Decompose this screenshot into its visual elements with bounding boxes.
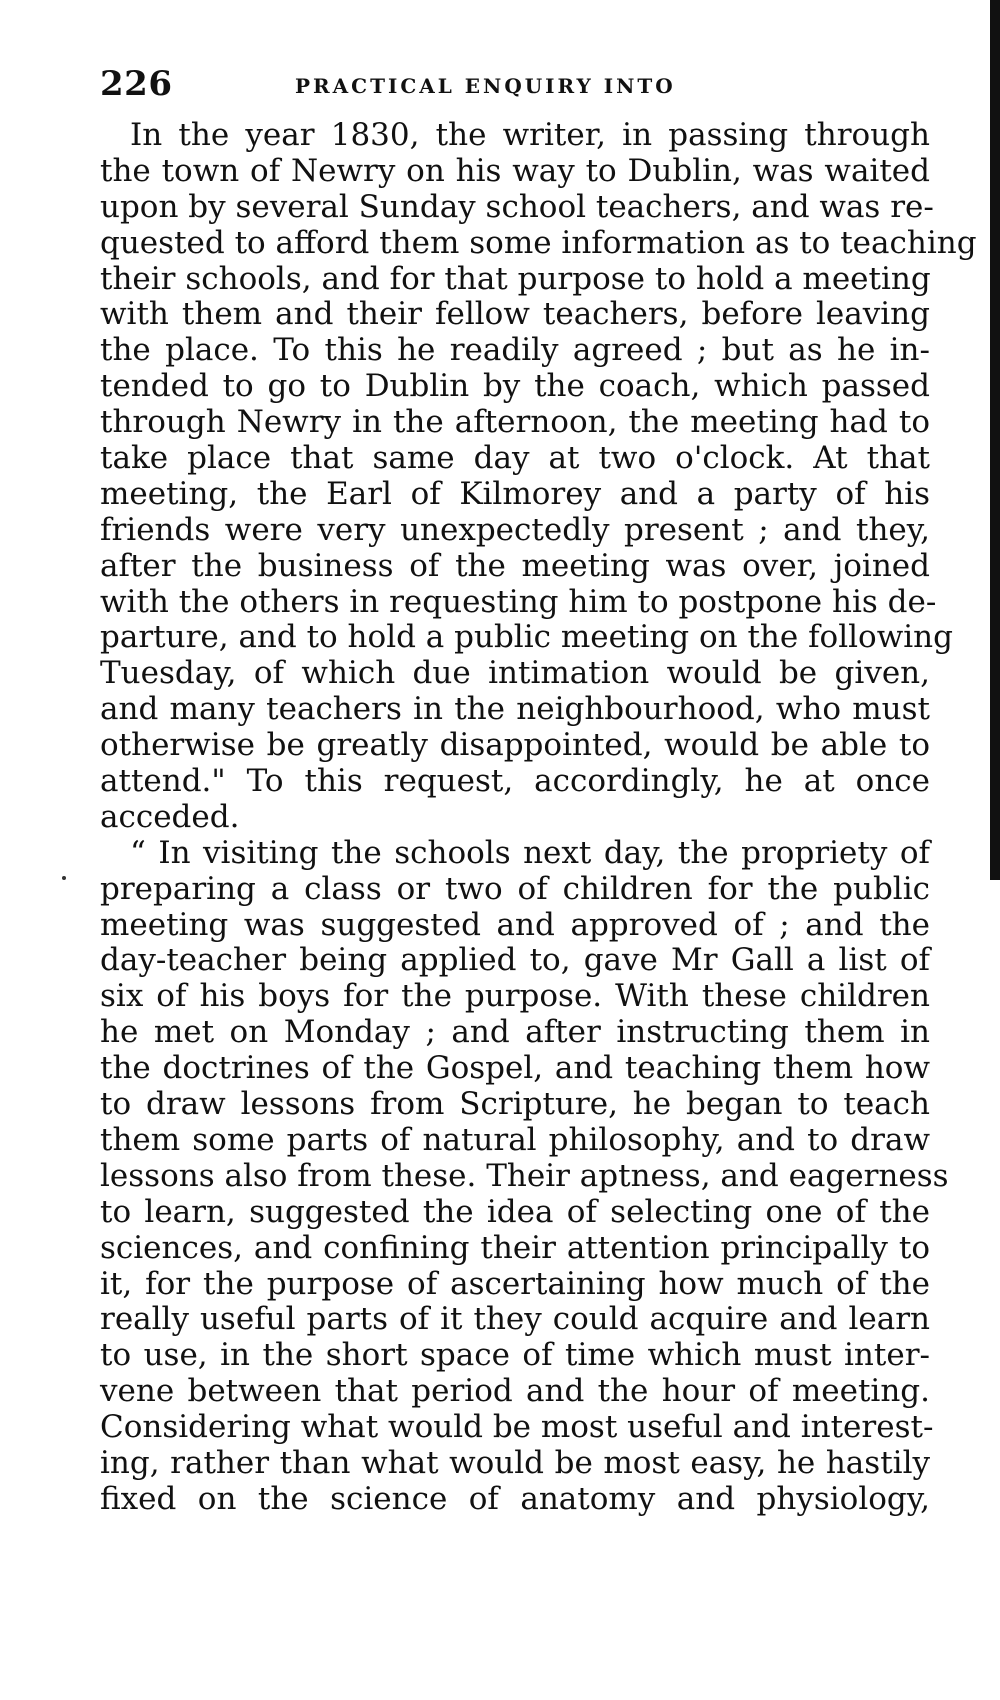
text-line: sciences, and confining their attention principally to (100, 1229, 930, 1266)
text-line: take place that same day at two o'clock. At that (100, 440, 930, 477)
text-line: vene between that period and the hour of meeting. (100, 1373, 930, 1410)
page-edge-shadow (990, 0, 1000, 880)
text-line: it, for the purpose of ascertaining how much of the (100, 1265, 930, 1302)
text-line: six of his boys for the purpose. With these children (100, 978, 930, 1015)
text-line: the place. To this he readily agreed ; but as he in- (100, 332, 930, 369)
text-line: the town of Newry on his way to Dublin, was waited (100, 152, 930, 189)
text-line: lessons also from these. Their aptness, and eagerness (100, 1157, 949, 1194)
text-line: Considering what would be most useful and interest- (100, 1409, 934, 1446)
text-line: fixed on the science of anatomy and physiology, (100, 1480, 930, 1517)
text-line: to use, in the short space of time which must inter- (100, 1337, 930, 1374)
text-line: he met on Monday ; and after instructing them in (100, 1014, 930, 1051)
body-text (100, 117, 977, 1518)
text-line: with them and their fellow teachers, before leaving (100, 296, 930, 333)
text-line: their schools, and for that purpose to hold a meeting (100, 260, 931, 297)
text-line: tended to go to Dublin by the coach, which passed (100, 368, 930, 405)
text-line: the doctrines of the Gospel, and teaching them how (100, 1050, 930, 1087)
text-line: In the year 1830, the writer, in passing through (130, 117, 930, 153)
text-line: preparing a class or two of children for the public (100, 870, 930, 907)
page-header (100, 64, 930, 104)
text-line: to learn, suggested the idea of selecting one of the (100, 1193, 930, 1230)
margin-mark (62, 876, 66, 880)
text-line: friends were very unexpectedly present ; and they, (100, 511, 930, 548)
text-line: upon by several Sunday school teachers, and was re- (100, 188, 934, 225)
text-line: and many teachers in the neighbourhood, who must (100, 691, 930, 728)
text-line: with the others in requesting him to postpone his de- (100, 583, 937, 620)
text-line: through Newry in the afternoon, the meeting had to (100, 404, 930, 441)
text-line: quested to afford them some information as to teaching (100, 224, 977, 261)
text-line: parture, and to hold a public meeting on the following (100, 619, 953, 656)
running-head: PRACTICAL ENQUIRY INTO (295, 74, 676, 98)
text-line: “ In visiting the schools next day, the propriety of (130, 834, 930, 871)
text-line: acceded. (100, 798, 240, 835)
text-line: ing, rather than what would be most easy, he hastily (100, 1444, 930, 1481)
text-line: them some parts of natural philosophy, and to draw (100, 1121, 930, 1158)
text-line: attend." To this request, accordingly, he at once (100, 763, 930, 800)
text-line: meeting was suggested and approved of ; and the (100, 906, 930, 943)
text-line: after the business of the meeting was over, joined (100, 547, 930, 584)
page-number: 226 (100, 64, 173, 104)
text-line: meeting, the Earl of Kilmorey and a party of his (100, 475, 930, 512)
text-line: day-teacher being applied to, gave Mr Gall a list of (100, 942, 930, 979)
text-line: really useful parts of it they could acquire and learn (100, 1301, 930, 1338)
text-line: to draw lessons from Scripture, he began to teach (100, 1086, 930, 1123)
text-line: Tuesday, of which due intimation would be given, (100, 655, 930, 692)
text-line: otherwise be greatly disappointed, would be able to (100, 727, 930, 764)
